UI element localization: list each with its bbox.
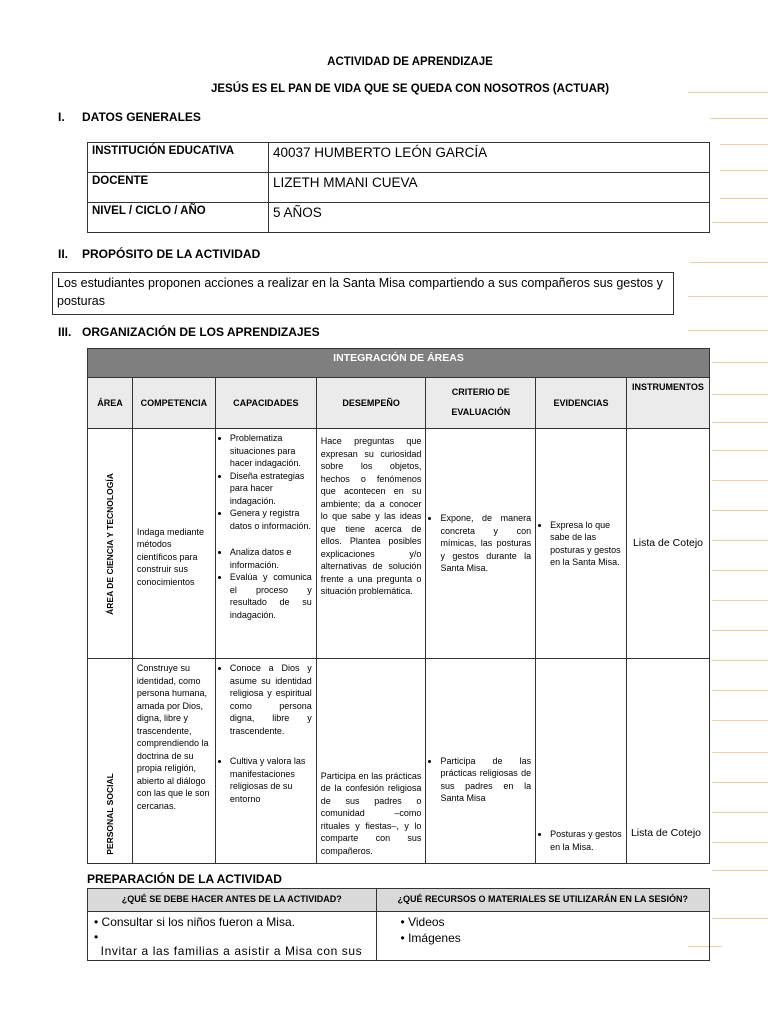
competencia-cell: Construye su identidad, como persona humana, amada por Dios, digna, libre y trascendente, comprendiendo la doctrina de su propia religión, abierto al diálogo con las que le son cercanas.	[132, 659, 215, 864]
area-label: ÁREA DE CIENCIA Y TECNOLOGÍA	[104, 472, 115, 615]
area-cell	[88, 429, 133, 659]
list-item: • Posturas y gestos en la Misa.	[550, 828, 622, 853]
criterio-cell	[426, 659, 536, 864]
decorative-line	[712, 450, 768, 451]
section-heading-preparacion: PREPARACIÓN DE LA ACTIVIDAD	[87, 872, 282, 886]
field-label: DOCENTE	[88, 173, 269, 203]
column-header: DESEMPEÑO	[316, 378, 426, 429]
list-item: • Evalúa y comunica el proceso y resultado de su indagación.	[230, 571, 312, 621]
field-value: LIZETH MMANI CUEVA	[269, 173, 710, 203]
capacidades-cell	[215, 659, 316, 864]
capacidades-cell	[215, 429, 316, 659]
list-item: • Problematiza situaciones para hacer indagación.	[230, 432, 312, 470]
decorative-line	[712, 570, 768, 571]
decorative-line	[712, 630, 768, 631]
area-cell	[88, 659, 133, 864]
list-item: • Conoce a Dios y asume su identidad religiosa y espiritual como persona digna, libre y trascendente.	[230, 662, 312, 737]
section-heading-proposito: II. PROPÓSITO DE LA ACTIVIDAD	[58, 247, 261, 261]
list-item: • Videos	[400, 915, 445, 929]
decorative-line	[688, 296, 768, 297]
field-value: 5 AÑOS	[269, 203, 710, 233]
table-title: INTEGRACIÓN DE ÁREAS	[88, 349, 710, 378]
decorative-line	[720, 170, 768, 171]
decorative-line	[712, 600, 768, 601]
section-heading-datos-generales: I. DATOS GENERALES	[58, 110, 201, 124]
column-header: CAPACIDADES	[215, 378, 316, 429]
decorative-line	[710, 118, 768, 119]
decorative-line	[712, 660, 768, 661]
desempeno-cell: Participa en las prácticas de la confesión religiosa de sus padres o comunidad –como rituales y fiestas–, y lo comparte con sus compañeros.	[316, 659, 426, 864]
list-item: • Analiza datos e información.	[230, 546, 312, 571]
field-label: NIVEL / CICLO / AÑO	[88, 203, 269, 233]
column-header: COMPETENCIA	[132, 378, 215, 429]
decorative-line	[712, 842, 768, 843]
preparation-cell	[88, 912, 377, 961]
table-row	[88, 143, 710, 173]
decorative-line	[712, 812, 768, 813]
decorative-line	[712, 540, 768, 541]
decorative-line	[712, 480, 768, 481]
table-row	[88, 659, 710, 864]
document-title: ACTIVIDAD DE APRENDIZAJE	[327, 56, 493, 68]
purpose-box: Los estudiantes proponen acciones a realizar en la Santa Misa compartiendo a sus compañeros sus gestos y posturas	[52, 272, 674, 315]
decorative-line	[712, 870, 768, 871]
decorative-line	[712, 720, 768, 721]
list-item: • Cultiva y valora las manifestaciones religiosas de su entorno	[230, 755, 312, 805]
field-value: 40037 HUMBERTO LEÓN GARCÍA	[269, 143, 710, 173]
capacidades-list	[220, 662, 312, 805]
decorative-line	[712, 510, 768, 511]
capacidades-list	[220, 432, 312, 621]
decorative-line	[712, 690, 768, 691]
list-item: • Participa de las prácticas religiosas de sus padres en la Santa Misa	[440, 755, 531, 805]
area-label: PERSONAL SOCIAL	[104, 773, 115, 855]
instrumentos-cell: Lista de Cotejo	[626, 659, 709, 864]
field-label: INSTITUCIÓN EDUCATIVA	[88, 143, 269, 173]
criterio-cell	[426, 429, 536, 659]
table-row	[88, 429, 710, 659]
desempeno-cell: Hace preguntas que expresan su curiosidad sobre los objetos, hechos o fenómenos que acontecen en su ambiente; da a conocer lo que sabe y las ideas que tiene acerca de ellos. Plantea posibles explicaciones y/o alternativas de solución frente a una pregunta o situación problemática.	[316, 429, 426, 659]
table-title-row	[88, 349, 710, 378]
preparation-table	[87, 888, 710, 961]
column-header: ¿QUÉ RECURSOS O MATERIALES SE UTILIZARÁN EN LA SESIÓN?	[376, 889, 709, 912]
column-header: EVIDENCIAS	[536, 378, 627, 429]
instrumentos-cell: Lista de Cotejo	[626, 429, 709, 659]
decorative-line	[690, 262, 768, 263]
decorative-line	[712, 782, 768, 783]
table-row	[88, 912, 710, 961]
decorative-line	[712, 394, 768, 395]
list-item: • Genera y registra datos o información.	[230, 507, 312, 532]
list-item: • Consultar si los niños fueron a Misa.	[94, 915, 295, 929]
list-item: • Expresa lo que sabe de las posturas y gestos en la Santa Misa.	[550, 519, 622, 569]
decorative-line	[720, 198, 768, 199]
list-item: • Invitar a las familias a asistir a Misa con sus	[94, 930, 363, 958]
table-header-row	[88, 378, 710, 429]
document-subtitle: JESÚS ES EL PAN DE VIDA QUE SE QUEDA CON NOSOTROS (ACTUAR)	[210, 83, 610, 95]
table-row	[88, 173, 710, 203]
column-header: ÁREA	[88, 378, 133, 429]
column-header: ¿QUÉ SE DEBE HACER ANTES DE LA ACTIVIDAD?	[88, 889, 377, 912]
evidencias-cell	[536, 659, 627, 864]
list-item: • Diseña estrategias para hacer indagación.	[230, 470, 312, 508]
competencia-cell: Indaga mediante métodos científicos para construir sus conocimientos	[132, 429, 215, 659]
decorative-line	[720, 144, 768, 145]
column-header: CRITERIO DE EVALUACIÓN	[426, 378, 536, 429]
table-row	[88, 203, 710, 233]
learning-organization-table	[87, 348, 710, 864]
general-data-table	[87, 142, 710, 233]
resources-cell	[376, 912, 709, 961]
section-heading-organizacion: III. ORGANIZACIÓN DE LOS APRENDIZAJES	[58, 325, 320, 339]
decorative-line	[712, 362, 768, 363]
decorative-line	[712, 422, 768, 423]
list-item: • Expone, de manera concreta y con mímicas, las posturas y gestos durante la Santa Misa.	[440, 512, 531, 575]
decorative-line	[712, 918, 768, 919]
decorative-line	[688, 330, 768, 331]
list-item: • Imágenes	[400, 931, 461, 945]
decorative-line	[712, 222, 768, 223]
decorative-line	[712, 752, 768, 753]
column-header: INSTRUMENTOS	[626, 378, 709, 429]
evidencias-cell	[536, 429, 627, 659]
table-header-row	[88, 889, 710, 912]
